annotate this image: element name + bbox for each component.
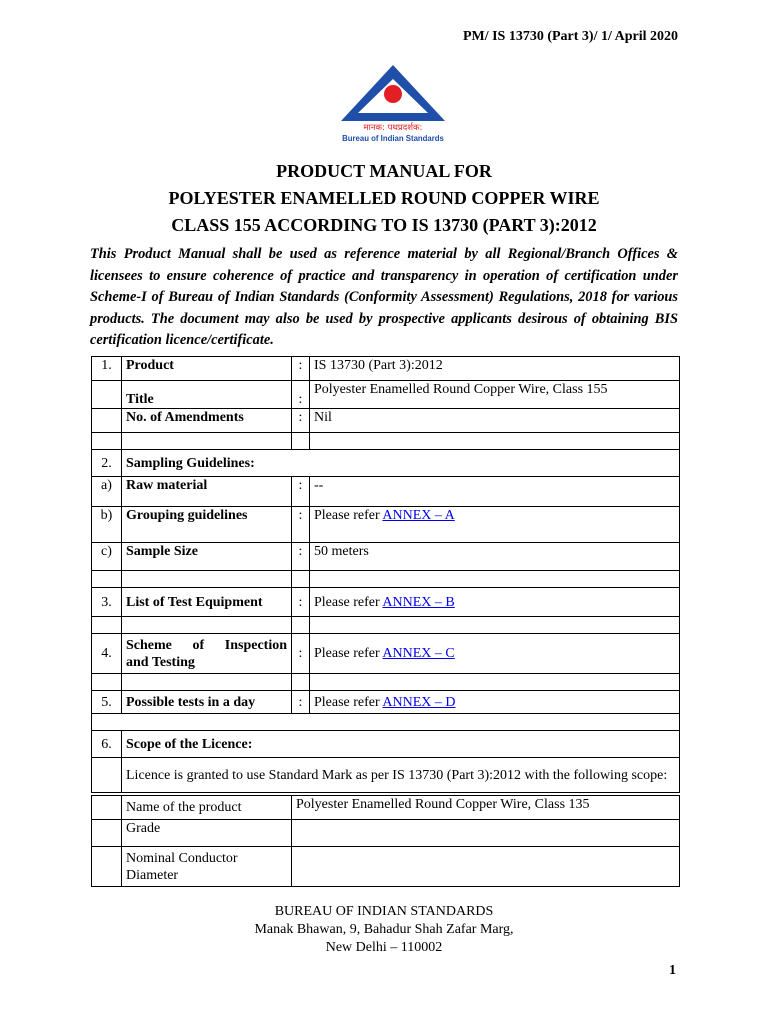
table-row — [92, 450, 680, 477]
colon: : — [292, 381, 310, 409]
table-row — [92, 758, 680, 793]
footer-city: New Delhi – 110002 — [325, 940, 443, 955]
row-number: 4. — [92, 634, 122, 674]
logo-org-text: Bureau of Indian Standards — [342, 134, 444, 143]
test-equipment-value: Please refer ANNEX – B — [310, 588, 680, 617]
grouping-guidelines-label: Grouping guidelines — [122, 507, 292, 543]
logo-hindi-text: मानक: पथप्रदर्शक: — [363, 123, 423, 133]
scope-grade-value — [292, 820, 680, 847]
sample-size-value: 50 meters — [310, 543, 680, 571]
row-number: 3. — [92, 588, 122, 617]
amendments-value: Nil — [310, 409, 680, 433]
tests-per-day-label: Possible tests in a day — [122, 691, 292, 714]
amendments-label: No. of Amendments — [122, 409, 292, 433]
row-number: 5. — [92, 691, 122, 714]
colon: : — [292, 357, 310, 381]
footer-street: Manak Bhawan, 9, Bahadur Shah Zafar Marg, — [254, 922, 514, 937]
annex-d-link[interactable]: ANNEX – D — [382, 694, 456, 710]
row-number: 6. — [92, 731, 122, 758]
title-line-3: CLASS 155 ACCORDING TO IS 13730 (PART 3):2012 — [171, 215, 597, 235]
colon: : — [292, 409, 310, 433]
table-row — [92, 477, 680, 507]
table-row — [92, 588, 680, 617]
colon: : — [292, 507, 310, 543]
row-number: 1. — [92, 357, 122, 381]
table-row — [92, 847, 680, 887]
licence-scope-heading: Scope of the Licence: — [122, 731, 680, 758]
colon: : — [292, 634, 310, 674]
sampling-guidelines-heading: Sampling Guidelines: — [122, 450, 680, 477]
table-row — [92, 634, 680, 674]
manual-title — [90, 158, 678, 239]
footer-address — [90, 903, 678, 957]
inspection-scheme-label: Scheme of Inspection and Testing — [122, 634, 292, 674]
row-number: 2. — [92, 450, 122, 477]
row-number: b) — [92, 507, 122, 543]
product-label: Product — [122, 357, 292, 381]
tests-per-day-value: Please refer ANNEX – D — [310, 691, 680, 714]
table-row — [92, 357, 680, 381]
title-value: Polyester Enamelled Round Copper Wire, Class 155 — [310, 381, 680, 409]
table-row — [92, 691, 680, 714]
table-row — [92, 543, 680, 571]
document-reference: PM/ IS 13730 (Part 3)/ 1/ April 2020 — [462, 29, 678, 44]
test-equipment-label: List of Test Equipment — [122, 588, 292, 617]
annex-b-link[interactable]: ANNEX – B — [382, 594, 455, 610]
title-line-1: PRODUCT MANUAL FOR — [276, 161, 492, 181]
raw-material-value: -- — [310, 477, 680, 507]
footer-org: BUREAU OF INDIAN STANDARDS — [274, 904, 494, 919]
scope-grade-label: Grade — [122, 820, 292, 847]
row-number: c) — [92, 543, 122, 571]
colon: : — [292, 477, 310, 507]
annex-c-link[interactable]: ANNEX – C — [382, 646, 455, 661]
scope-diameter-value — [292, 847, 680, 887]
annex-a-link[interactable]: ANNEX – A — [382, 508, 455, 523]
table-row — [92, 820, 680, 847]
title-line-2: POLYESTER ENAMELLED ROUND COPPER WIRE — [168, 188, 600, 208]
inspection-scheme-value: Please refer ANNEX – C — [310, 634, 680, 674]
page-number: 1 — [669, 963, 676, 978]
table-row — [92, 409, 680, 433]
colon: : — [292, 588, 310, 617]
intro-paragraph: This Product Manual shall be used as reference material by all Regional/Branch Offices & licensees to ensure coherence of practice and transparency in operation of certification under Scheme-I of Bureau of Indian Standards (Conformity Assessment) Regulations, 2018 for various products. The document may also be used by prospective applicants desirous of obtaining BIS certification licence/certificate. — [90, 246, 678, 348]
table-row — [92, 507, 680, 543]
bis-logo — [335, 63, 451, 145]
scope-diameter-label: Nominal Conductor Diameter — [122, 847, 292, 887]
colon: : — [292, 543, 310, 571]
scope-statement: Licence is granted to use Standard Mark as per IS 13730 (Part 3):2012 with the following scope: — [122, 758, 680, 793]
product-details-table — [91, 356, 680, 793]
grouping-guidelines-value: Please refer ANNEX – A — [310, 507, 680, 543]
title-label: Title — [122, 381, 292, 409]
table-row — [92, 796, 680, 820]
sample-size-label: Sample Size — [122, 543, 292, 571]
colon: : — [292, 691, 310, 714]
scope-product-name-value: Polyester Enamelled Round Copper Wire, Class 135 — [292, 796, 680, 820]
scope-table — [91, 795, 680, 887]
table-row — [92, 381, 680, 409]
row-number: a) — [92, 477, 122, 507]
scope-product-name-label: Name of the product — [122, 796, 292, 820]
product-value: IS 13730 (Part 3):2012 — [310, 357, 680, 381]
raw-material-label: Raw material — [122, 477, 292, 507]
table-row — [92, 731, 680, 758]
